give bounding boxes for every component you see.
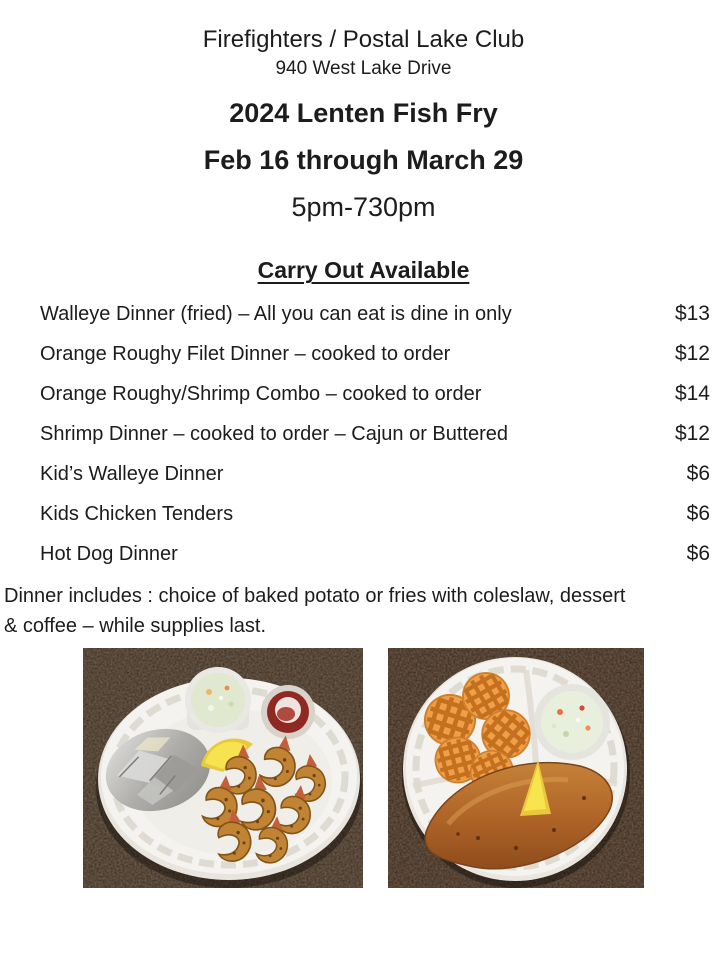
menu-item-label: Kid’s Walleye Dinner xyxy=(40,462,224,485)
carryout-heading xyxy=(0,255,727,285)
menu-item-hot-dog-dinner xyxy=(0,534,727,574)
menu-item-label: Orange Roughy Filet Dinner – cooked to order xyxy=(40,342,451,365)
menu-item-label: Kids Chicken Tenders xyxy=(40,502,234,525)
menu-item-label: Shrimp Dinner – cooked to order – Cajun or Buttered xyxy=(40,422,509,445)
menu-item-price: $6 xyxy=(686,462,710,485)
menu-item-price: $14 xyxy=(674,382,710,405)
menu-item-label: Walleye Dinner (fried) – All you can eat is dine in only xyxy=(40,302,512,325)
event-title: 2024 Lenten Fish Fry xyxy=(229,98,498,128)
menu-item-price: $13 xyxy=(674,302,710,325)
note-line-1: Dinner includes : choice of baked potato or fries with coleslaw, dessert xyxy=(4,585,626,607)
menu-item-label: Orange Roughy/Shrimp Combo – cooked to order xyxy=(40,382,482,405)
dinner-includes-note xyxy=(0,581,727,641)
photo-row xyxy=(0,648,727,888)
menu-list xyxy=(0,294,727,574)
shrimp-dinner-photo xyxy=(83,648,363,888)
menu-item-label: Hot Dog Dinner xyxy=(40,542,178,565)
menu-item-price: $6 xyxy=(686,502,710,525)
carryout-heading-text: Carry Out Available xyxy=(257,257,470,283)
flyer-header xyxy=(0,0,727,81)
menu-item-kids-chicken-tenders xyxy=(0,494,727,534)
event-dates: Feb 16 through March 29 xyxy=(203,145,524,175)
club-address: 940 West Lake Drive xyxy=(275,58,452,79)
menu-item-price: $12 xyxy=(674,342,710,365)
menu-item-roughy-shrimp-combo xyxy=(0,374,727,414)
menu-item-price: $12 xyxy=(674,422,710,445)
note-line-2: & coffee – while supplies last. xyxy=(4,615,267,637)
menu-item-shrimp-dinner xyxy=(0,414,727,454)
menu-item-kids-walleye xyxy=(0,454,727,494)
menu-item-orange-roughy-filet xyxy=(0,334,727,374)
club-name: Firefighters / Postal Lake Club xyxy=(202,26,525,53)
event-time: 5pm-730pm xyxy=(291,192,436,222)
menu-item-walleye-dinner xyxy=(0,294,727,334)
menu-item-price: $6 xyxy=(686,542,710,565)
fish-dinner-photo xyxy=(388,648,644,888)
